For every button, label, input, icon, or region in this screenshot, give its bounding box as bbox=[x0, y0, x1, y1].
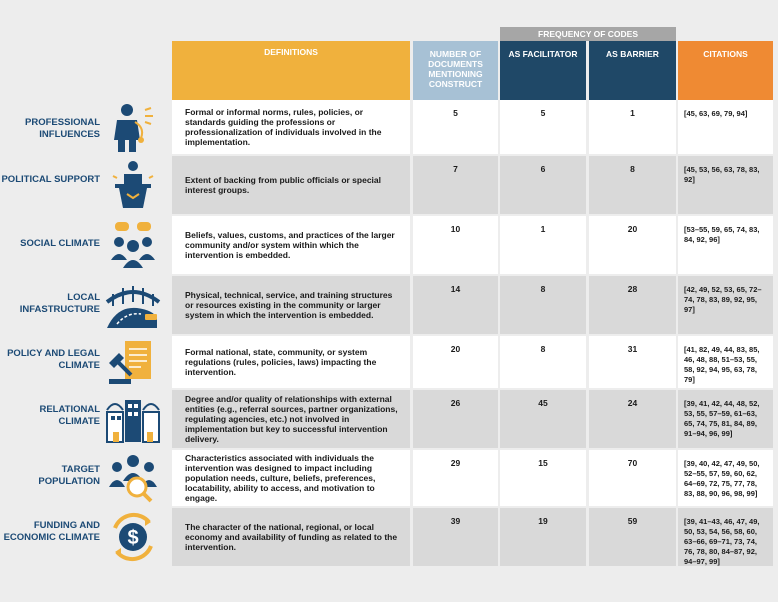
definition-cell: Formal national, state, community, or system regulations (rules, policies, laws) impacting the intervention. bbox=[172, 336, 410, 388]
podium-speaker-icon bbox=[105, 160, 161, 210]
citations-cell: [53–55, 59, 65, 74, 83, 84, 92, 96] bbox=[678, 216, 773, 274]
row-label: POLICY AND LEGAL CLIMATE bbox=[7, 348, 100, 371]
definition-cell: Degree and/or quality of relationships with external entities (e.g., referral sources, partner organizations, regulating agencies, etc.) not involved in implementation but key to successful intervention delivery. bbox=[172, 390, 410, 448]
group-chat-icon bbox=[105, 220, 161, 270]
as-barrier-cell: 24 bbox=[589, 390, 676, 448]
number-of-documents-cell: 14 bbox=[413, 276, 498, 334]
row-label: LOCAL INFASTRUCTURE bbox=[19, 292, 100, 315]
as-facilitator-cell: 19 bbox=[500, 508, 586, 566]
as-facilitator-header: AS FACILITATOR bbox=[500, 41, 586, 100]
citations-cell: [41, 82, 49, 44, 83, 85, 46, 48, 88, 51–53, 55, 58, 92, 94, 95, 63, 78, 79] bbox=[678, 336, 773, 388]
people-magnifier-icon bbox=[105, 453, 161, 503]
as-barrier-cell: 8 bbox=[589, 156, 676, 214]
number-of-documents-cell: 5 bbox=[413, 100, 498, 154]
number-of-documents-header: NUMBER OF DOCUMENTS MENTIONING CONSTRUCT bbox=[413, 41, 498, 100]
row-label: TARGET POPULATION bbox=[38, 464, 100, 487]
as-facilitator-cell: 6 bbox=[500, 156, 586, 214]
definition-cell: Extent of backing from public officials or special interest groups. bbox=[172, 156, 410, 214]
definition-cell: Formal or informal norms, rules, policies, or standards guiding the professions or professionalization of individuals involved in the implementation. bbox=[172, 100, 410, 154]
as-facilitator-cell: 8 bbox=[500, 336, 586, 388]
as-barrier-cell: 70 bbox=[589, 450, 676, 506]
row-label: RELATIONAL CLIMATE bbox=[39, 404, 100, 427]
number-of-documents-cell: 10 bbox=[413, 216, 498, 274]
as-facilitator-cell: 15 bbox=[500, 450, 586, 506]
as-barrier-cell: 20 bbox=[589, 216, 676, 274]
citations-cell: [39, 41, 42, 44, 48, 52, 53, 55, 57–59, 61–63, 65, 74, 75, 81, 84, 89, 91–94, 96, 99] bbox=[678, 390, 773, 448]
as-barrier-cell: 28 bbox=[589, 276, 676, 334]
definition-cell: Beliefs, values, customs, and practices of the larger community and/or system within which the intervention is embedded. bbox=[172, 216, 410, 274]
as-barrier-header: AS BARRIER bbox=[589, 41, 676, 100]
as-facilitator-cell: 5 bbox=[500, 100, 586, 154]
citations-cell: [45, 53, 56, 63, 78, 83, 92] bbox=[678, 156, 773, 214]
row-label: POLITICAL SUPPORT bbox=[1, 174, 100, 185]
as-facilitator-cell: 8 bbox=[500, 276, 586, 334]
definition-cell: Physical, technical, service, and training structures or resources existing in the community or larger system in which the intervention is embedded. bbox=[172, 276, 410, 334]
as-barrier-cell: 31 bbox=[589, 336, 676, 388]
number-of-documents-cell: 39 bbox=[413, 508, 498, 566]
as-barrier-cell: 1 bbox=[589, 100, 676, 154]
definition-cell: The character of the national, regional, or local economy and availability of funding as related to the intervention. bbox=[172, 508, 410, 566]
citations-cell: [39, 41–43, 46, 47, 49, 50, 53, 54, 56, 58, 60, 63–66, 69–71, 73, 74, 76, 78, 80, 84–87, 92, 94–97, 99] bbox=[678, 508, 773, 566]
buildings-icon bbox=[105, 394, 161, 444]
row-label: FUNDING AND ECONOMIC CLIMATE bbox=[3, 520, 100, 543]
doctor-icon bbox=[105, 102, 161, 152]
citations-cell: [42, 49, 52, 53, 65, 72–74, 78, 83, 89, 92, 95, 97] bbox=[678, 276, 773, 334]
number-of-documents-cell: 7 bbox=[413, 156, 498, 214]
as-facilitator-cell: 1 bbox=[500, 216, 586, 274]
as-facilitator-cell: 45 bbox=[500, 390, 586, 448]
bridge-road-icon bbox=[105, 280, 161, 330]
dollar-cycle-icon bbox=[105, 512, 161, 562]
row-label: SOCIAL CLIMATE bbox=[20, 238, 100, 249]
svg-text:$: $ bbox=[127, 527, 139, 549]
number-of-documents-cell: 29 bbox=[413, 450, 498, 506]
number-of-documents-cell: 20 bbox=[413, 336, 498, 388]
as-barrier-cell: 59 bbox=[589, 508, 676, 566]
row-label: PROFESSIONAL INFLUENCES bbox=[25, 117, 100, 140]
definitions-header: DEFINITIONS bbox=[172, 41, 410, 100]
frequency-of-codes-header: FREQUENCY OF CODES bbox=[500, 27, 676, 41]
citations-cell: [39, 40, 42, 47, 49, 50, 52–55, 57, 59, 60, 62, 64–69, 72, 75, 77, 78, 83, 88, 90, 96, 98, 99] bbox=[678, 450, 773, 506]
number-of-documents-cell: 26 bbox=[413, 390, 498, 448]
citations-header: CITATIONS bbox=[678, 41, 773, 100]
citations-cell: [45, 63, 69, 79, 94] bbox=[678, 100, 773, 154]
definition-cell: Characteristics associated with individuals the intervention was designed to impact including population needs, culture, beliefs, preferences, locatability, ability to access, and motivation to engage. bbox=[172, 450, 410, 506]
gavel-document-icon bbox=[105, 337, 161, 387]
